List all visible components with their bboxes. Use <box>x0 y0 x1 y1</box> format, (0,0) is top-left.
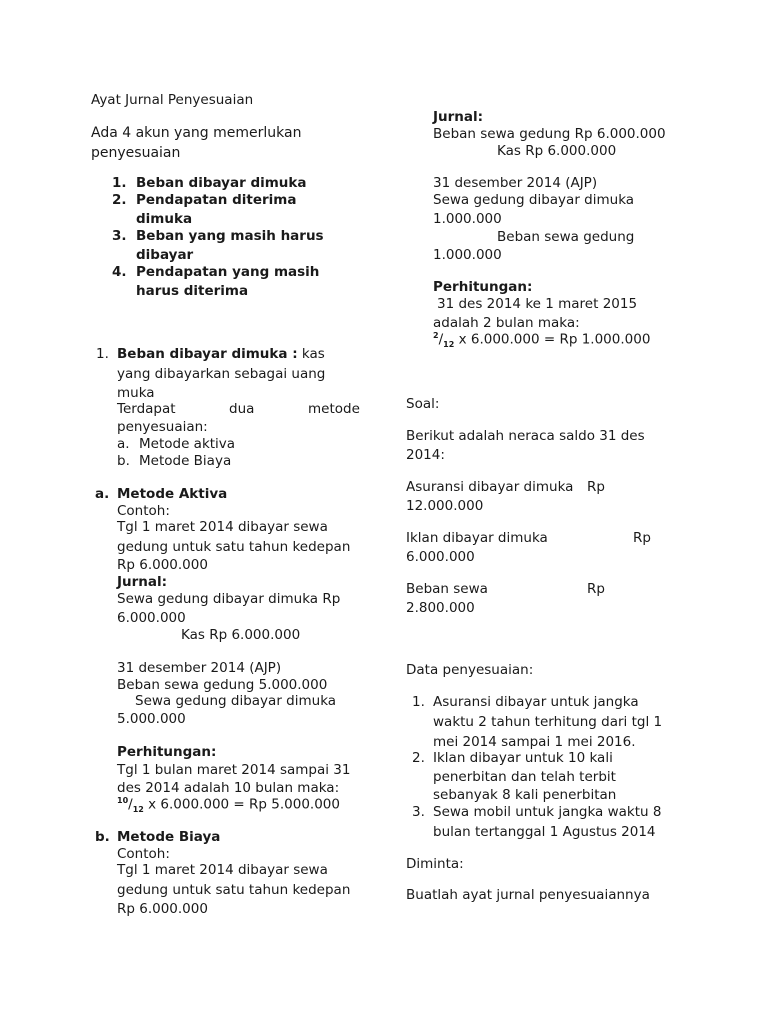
adjustment-line: Asuransi dibayar untuk jangka <box>433 694 639 710</box>
ajp-date: 31 desember 2014 (AJP) <box>433 175 598 191</box>
calc-line: 31 des 2014 ke 1 maret 2015 <box>437 296 638 312</box>
soal-label: Soal: <box>406 396 440 412</box>
calc-formula: $^2/_{12}$ x 6.000.000 = Rp 1.000.000 <box>433 331 651 350</box>
balance-amount: 2.800.000 <box>406 600 475 616</box>
journal-line: 6.000.000 <box>117 610 186 626</box>
account-item: Pendapatan yang masih <box>136 264 320 280</box>
document-title: Ayat Jurnal Penyesuaian <box>91 92 254 108</box>
journal-line-credit: Kas Rp 6.000.000 <box>181 627 301 643</box>
data-penyesuaian-label: Data penyesuaian: <box>406 662 534 678</box>
ajp-line-credit: Beban sewa gedung <box>497 229 635 245</box>
method-item: Metode Biaya <box>139 453 232 469</box>
journal-line-credit: Kas Rp 6.000.000 <box>497 143 617 159</box>
adjustment-number: 3. <box>412 804 425 820</box>
fraction-numerator: 10 <box>117 796 129 805</box>
ajp-line: 1.000.000 <box>433 211 502 227</box>
calc-line: des 2014 adalah 10 bulan maka: <box>117 780 340 796</box>
account-number: 4. <box>112 264 127 280</box>
justified-word: metode <box>308 401 360 417</box>
ajp-line: 5.000.000 <box>117 711 186 727</box>
neraca-intro: 2014: <box>406 447 445 463</box>
calc-line: Tgl 1 bulan maret 2014 sampai 31 <box>117 762 351 778</box>
jurnal-label: Jurnal: <box>117 574 168 590</box>
subsection-letter: b. <box>95 829 110 845</box>
example-text: Rp 6.000.000 <box>117 557 208 573</box>
journal-line: Beban sewa gedung Rp 6.000.000 <box>433 126 666 142</box>
balance-name: Asuransi dibayar dimuka <box>406 479 574 495</box>
adjustment-line: waktu 2 tahun terhitung dari tgl 1 <box>433 714 663 730</box>
subsection-heading: Metode Aktiva <box>117 486 228 502</box>
adjustment-line: Iklan dibayar untuk 10 kali <box>433 750 613 766</box>
fraction-denominator: 12 <box>132 805 144 815</box>
balance-rp: Rp <box>587 581 605 597</box>
section-heading: Beban dibayar dimuka : <box>117 346 298 362</box>
ajp-line: Sewa gedung dibayar dimuka <box>433 192 635 208</box>
calc-result: x 6.000.000 = Rp 5.000.000 <box>148 796 340 813</box>
adjustment-line: mei 2014 sampai 1 mei 2016. <box>433 734 636 750</box>
account-item: Beban dibayar dimuka <box>136 175 307 191</box>
jurnal-label: Jurnal: <box>433 109 484 125</box>
account-number: 2. <box>112 192 127 208</box>
ajp-date: 31 desember 2014 (AJP) <box>117 660 282 676</box>
instruction-text: Buatlah ayat jurnal penyesuaiannya <box>406 887 650 903</box>
ajp-line: 1.000.000 <box>433 247 502 263</box>
adjustment-line: bulan tertanggal 1 Agustus 2014 <box>433 824 656 840</box>
calc-formula: $^{10}/_{12}$ x 6.000.000 = Rp 5.000.000 <box>117 796 340 815</box>
balance-amount: 12.000.000 <box>406 498 484 514</box>
account-item: Beban yang masih harus <box>136 228 324 244</box>
balance-rp: Rp <box>633 530 651 546</box>
section-heading-line <box>117 346 325 362</box>
account-item-cont: dibayar <box>136 247 194 263</box>
fraction-numerator: 2 <box>433 331 439 340</box>
contoh-label: Contoh: <box>117 503 170 519</box>
calc-result: x 6.000.000 = Rp 1.000.000 <box>458 331 651 348</box>
adjustment-line: sebanyak 8 kali penerbitan <box>433 787 617 803</box>
journal-line: Sewa gedung dibayar dimuka Rp <box>117 591 341 607</box>
penyesuaian-label: penyesuaian: <box>117 419 208 435</box>
section-desc: kas <box>301 346 325 362</box>
example-text: gedung untuk satu tahun kedepan <box>117 539 351 555</box>
fraction-denominator: 12 <box>443 340 455 350</box>
account-item-cont: dimuka <box>136 211 193 227</box>
adjustment-number: 2. <box>412 750 425 766</box>
perhitungan-label: Perhitungan: <box>433 279 533 295</box>
subsection-letter: a. <box>95 486 110 502</box>
neraca-intro: Berikut adalah neraca saldo 31 des <box>406 428 645 444</box>
example-text: Tgl 1 maret 2014 dibayar sewa <box>117 862 328 878</box>
subsection-heading: Metode Biaya <box>117 829 221 845</box>
contoh-label: Contoh: <box>117 846 170 862</box>
section-desc-line-2: yang dibayarkan sebagai uang <box>117 366 326 382</box>
balance-rp: Rp <box>587 479 605 495</box>
example-text: gedung untuk satu tahun kedepan <box>117 882 351 898</box>
calc-line: adalah 2 bulan maka: <box>433 315 580 331</box>
adjustment-line: Sewa mobil untuk jangka waktu 8 <box>433 804 662 820</box>
account-number: 1. <box>112 175 127 191</box>
justified-word: dua <box>229 401 255 417</box>
adjustment-line: penerbitan dan telah terbit <box>433 769 616 785</box>
balance-name: Beban sewa <box>406 581 488 597</box>
ajp-line: Beban sewa gedung 5.000.000 <box>117 677 328 693</box>
account-item-cont: harus diterima <box>136 283 249 299</box>
example-text: Rp 6.000.000 <box>117 901 208 917</box>
example-text: Tgl 1 maret 2014 dibayar sewa <box>117 519 328 535</box>
ajp-line-credit: Sewa gedung dibayar dimuka <box>135 693 337 709</box>
adjustment-number: 1. <box>412 694 425 710</box>
section-desc-line-3: muka <box>117 385 155 401</box>
method-item: Metode aktiva <box>139 436 236 452</box>
section-number: 1. <box>96 346 109 362</box>
account-item: Pendapatan diterima <box>136 192 297 208</box>
balance-amount: 6.000.000 <box>406 549 475 565</box>
justified-word: Terdapat <box>117 401 176 417</box>
method-letter: a. <box>117 436 130 452</box>
balance-name: Iklan dibayar dimuka <box>406 530 548 546</box>
perhitungan-label: Perhitungan: <box>117 744 217 760</box>
intro-line-2: penyesuaian <box>91 145 181 161</box>
intro-line-1: Ada 4 akun yang memerlukan <box>91 125 302 141</box>
method-letter: b. <box>117 453 130 469</box>
diminta-label: Diminta: <box>406 856 464 872</box>
account-number: 3. <box>112 228 127 244</box>
